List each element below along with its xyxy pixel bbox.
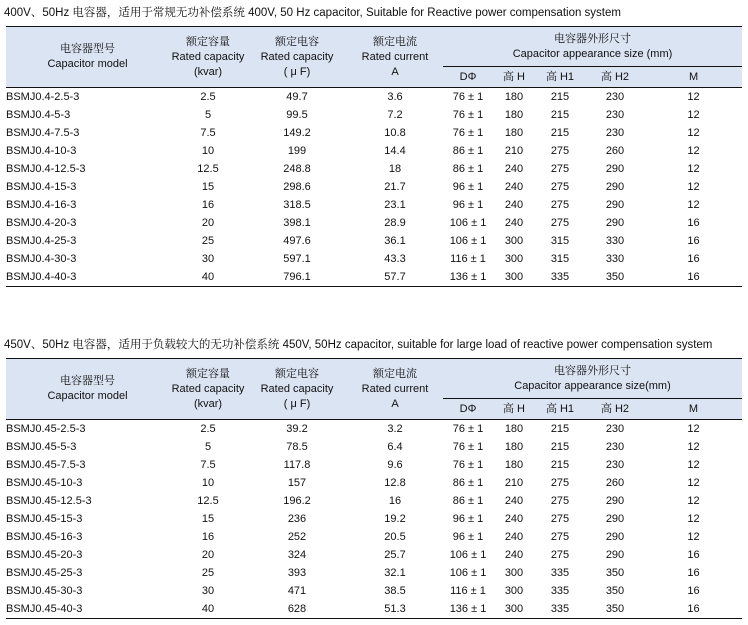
value-cell: 76 ± 1: [443, 88, 493, 107]
value-cell: 230: [605, 459, 625, 471]
table-header: [6, 359, 742, 420]
table-body: [6, 420, 742, 619]
header-dimension-diameter: DΦ: [443, 67, 493, 88]
value-cell: 28.9: [384, 217, 406, 229]
value-cell: 196.2: [283, 495, 311, 507]
table-row: [6, 456, 742, 474]
value-cell: 230: [585, 420, 645, 439]
value-cell: 12.5: [197, 495, 219, 507]
value-cell: 20: [201, 217, 215, 229]
capacitor-spec-table: [6, 358, 742, 619]
value-cell: 240: [504, 217, 524, 229]
value-cell: 230: [585, 88, 645, 107]
value-cell: 300: [504, 567, 524, 579]
model-cell: BSMJ0.4-20-3: [6, 217, 77, 229]
value-cell: 210: [504, 145, 524, 157]
value-cell: 275: [550, 531, 570, 543]
header-rated-current: [347, 359, 443, 420]
value-cell: 350: [585, 600, 645, 619]
value-cell: 215: [550, 109, 570, 121]
header-dimension-height-h1: 高 H1: [535, 399, 585, 420]
value-cell: 12: [687, 109, 700, 121]
value-cell: 12: [687, 513, 700, 525]
header-capacitor-model-line: 电容器型号: [60, 43, 115, 55]
value-cell: 76 ± 1: [452, 127, 484, 139]
value-cell: 16: [687, 549, 700, 561]
value-cell: 86 ± 1: [452, 163, 484, 175]
table-row: [6, 142, 742, 160]
value-cell: 7.2: [387, 109, 403, 121]
model-cell: BSMJ0.45-7.5-3: [6, 459, 86, 471]
table-row: [6, 124, 742, 142]
value-cell: 290: [605, 495, 625, 507]
value-cell: 335: [535, 600, 585, 619]
model-cell: BSMJ0.45-10-3: [6, 477, 83, 489]
value-cell: 240: [504, 531, 524, 543]
table-row: [6, 492, 742, 510]
value-cell: 324: [287, 549, 307, 561]
value-cell: 40: [169, 600, 247, 619]
value-cell: 335: [550, 567, 570, 579]
value-cell: 86 ± 1: [452, 145, 484, 157]
table-row: [6, 178, 742, 196]
value-cell: 106 ± 1: [449, 567, 487, 579]
header-rated-current: [347, 27, 443, 88]
header-capacitance-line: ( μ F): [283, 397, 311, 410]
value-cell: 300: [493, 268, 535, 287]
value-cell: 16: [687, 585, 700, 597]
value-cell: 157: [287, 477, 307, 489]
value-cell: 9.6: [387, 459, 403, 471]
value-cell: 12: [687, 199, 700, 211]
value-cell: 12: [687, 531, 700, 543]
value-cell: 290: [605, 513, 625, 525]
value-cell: 149.2: [283, 127, 311, 139]
table-row: [6, 88, 742, 107]
value-cell: 10.8: [384, 127, 406, 139]
header-capacitor-model: [6, 359, 169, 420]
table-row: [6, 474, 742, 492]
value-cell: 43.3: [384, 253, 406, 265]
header-capacitance-line: 额定电容: [275, 367, 319, 380]
value-cell: 96 ± 1: [452, 513, 484, 525]
value-cell: 315: [550, 253, 570, 265]
header-dimension-thread-m: M: [645, 67, 742, 88]
header-dimensions-line: Capacitor appearance size(mm): [514, 379, 671, 392]
value-cell: 12: [687, 495, 700, 507]
table-row: [6, 106, 742, 124]
value-cell: 36.1: [384, 235, 406, 247]
value-cell: 335: [550, 585, 570, 597]
header-rated-capacity-line: Rated capacity: [171, 50, 245, 63]
value-cell: 240: [504, 549, 524, 561]
value-cell: 25: [201, 567, 215, 579]
value-cell: 12: [687, 145, 700, 157]
table-row: [6, 232, 742, 250]
model-cell: BSMJ0.45-12.5-3: [6, 495, 92, 507]
value-cell: 5: [204, 441, 212, 453]
value-cell: 275: [550, 199, 570, 211]
value-cell: 16: [687, 253, 700, 265]
header-dimension-height-h2: 高 H2: [585, 399, 645, 420]
value-cell: 215: [535, 420, 585, 439]
value-cell: 240: [504, 181, 524, 193]
value-cell: 300: [493, 600, 535, 619]
value-cell: 230: [605, 441, 625, 453]
value-cell: 12.8: [384, 477, 406, 489]
value-cell: 796.1: [247, 268, 347, 287]
value-cell: 10: [201, 477, 215, 489]
value-cell: 20.5: [384, 531, 406, 543]
value-cell: 23.1: [384, 199, 406, 211]
model-cell: BSMJ0.4-10-3: [6, 145, 77, 157]
model-cell: BSMJ0.4-40-3: [6, 268, 169, 287]
header-dimensions-line: 电容器外形尺寸: [554, 32, 632, 45]
section-title: 400V、50Hz 电容器，适用于常规无功补偿系统 400V, 50 Hz capacitor, Suitable for Reactive power compensation system: [4, 7, 621, 19]
value-cell: 16: [201, 531, 215, 543]
header-rated-capacity-line: (kvar): [193, 65, 223, 78]
value-cell: 230: [605, 127, 625, 139]
value-cell: 6.4: [387, 441, 403, 453]
value-cell: 12: [687, 441, 700, 453]
value-cell: 96 ± 1: [452, 199, 484, 211]
header-dimension-thread-m: M: [645, 399, 742, 420]
table-row: [6, 564, 742, 582]
header-rated-current-line: A: [391, 65, 399, 78]
value-cell: 275: [550, 163, 570, 175]
value-cell: 86 ± 1: [452, 495, 484, 507]
value-cell: 275: [550, 549, 570, 561]
value-cell: 40: [169, 268, 247, 287]
header-rated-current-line: 额定电流: [373, 35, 417, 48]
value-cell: 248.8: [283, 163, 311, 175]
value-cell: 3.2: [347, 420, 443, 439]
value-cell: 16: [687, 217, 700, 229]
value-cell: 180: [493, 88, 535, 107]
value-cell: 16: [645, 268, 742, 287]
value-cell: 275: [550, 181, 570, 193]
header-rated-capacity-line: Rated capacity: [171, 382, 245, 395]
header-capacitance-line: ( μ F): [283, 65, 311, 78]
header-rated-capacity-line: 额定容量: [186, 367, 230, 380]
value-cell: 210: [504, 477, 524, 489]
model-cell: BSMJ0.4-12.5-3: [6, 163, 86, 175]
value-cell: 15: [201, 181, 215, 193]
table-row: [6, 528, 742, 546]
value-cell: 16: [388, 495, 402, 507]
header-rated-current-line: 额定电流: [373, 367, 417, 380]
value-cell: 18: [388, 163, 402, 175]
model-cell: BSMJ0.45-30-3: [6, 585, 83, 597]
header-rated-current-line: Rated current: [361, 50, 429, 63]
header-capacitor-model-line: Capacitor model: [47, 58, 128, 70]
model-cell: BSMJ0.4-15-3: [6, 181, 77, 193]
value-cell: 76 ± 1: [452, 459, 484, 471]
header-capacitance: [247, 359, 347, 420]
value-cell: 12: [645, 420, 742, 439]
model-cell: BSMJ0.45-40-3: [6, 600, 169, 619]
value-cell: 300: [504, 235, 524, 247]
table-row: [6, 546, 742, 564]
model-cell: BSMJ0.4-25-3: [6, 235, 77, 247]
value-cell: 32.1: [384, 567, 406, 579]
model-cell: BSMJ0.45-15-3: [6, 513, 83, 525]
value-cell: 240: [504, 199, 524, 211]
value-cell: 236: [287, 513, 307, 525]
value-cell: 260: [605, 477, 625, 489]
table-row: [6, 420, 742, 439]
value-cell: 12: [687, 477, 700, 489]
table-header: [6, 27, 742, 88]
value-cell: 30: [201, 253, 215, 265]
value-cell: 300: [504, 253, 524, 265]
value-cell: 290: [605, 163, 625, 175]
value-cell: 3.6: [347, 88, 443, 107]
model-cell: BSMJ0.45-16-3: [6, 531, 83, 543]
value-cell: 350: [605, 567, 625, 579]
value-cell: 471: [287, 585, 307, 597]
header-rated-capacity-line: 额定容量: [186, 35, 230, 48]
value-cell: 51.3: [347, 600, 443, 619]
value-cell: 335: [535, 268, 585, 287]
value-cell: 330: [605, 253, 625, 265]
model-cell: BSMJ0.4-2.5-3: [6, 88, 169, 107]
value-cell: 180: [504, 441, 524, 453]
value-cell: 136 ± 1: [443, 600, 493, 619]
value-cell: 12: [687, 127, 700, 139]
value-cell: 315: [550, 235, 570, 247]
value-cell: 49.7: [247, 88, 347, 107]
capacitor-spec-table: [6, 26, 742, 287]
table-row: [6, 600, 742, 619]
value-cell: 106 ± 1: [449, 549, 487, 561]
value-cell: 240: [504, 163, 524, 175]
value-cell: 76 ± 1: [443, 420, 493, 439]
header-capacitance-line: Rated capacity: [260, 50, 334, 63]
value-cell: 57.7: [347, 268, 443, 287]
value-cell: 275: [550, 217, 570, 229]
value-cell: 300: [504, 585, 524, 597]
header-dimension-height-h2: 高 H2: [585, 67, 645, 88]
value-cell: 290: [605, 199, 625, 211]
header-rated-capacity: [169, 27, 247, 88]
header-capacitor-model-line: Capacitor model: [47, 390, 128, 402]
header-rated-current-line: A: [391, 397, 399, 410]
table-row: [6, 438, 742, 456]
header-dimension-diameter: DΦ: [443, 399, 493, 420]
value-cell: 199: [287, 145, 307, 157]
table-row: [6, 268, 742, 287]
value-cell: 116 ± 1: [450, 585, 486, 597]
header-capacitance: [247, 27, 347, 88]
value-cell: 290: [605, 181, 625, 193]
value-cell: 12: [687, 459, 700, 471]
value-cell: 38.5: [384, 585, 406, 597]
model-cell: BSMJ0.45-5-3: [6, 441, 77, 453]
value-cell: 275: [550, 495, 570, 507]
table-row: [6, 196, 742, 214]
value-cell: 180: [504, 109, 524, 121]
value-cell: 7.5: [200, 127, 216, 139]
value-cell: 240: [504, 513, 524, 525]
value-cell: 180: [504, 127, 524, 139]
value-cell: 240: [504, 495, 524, 507]
table-row: [6, 250, 742, 268]
value-cell: 39.2: [247, 420, 347, 439]
model-cell: BSMJ0.4-30-3: [6, 253, 77, 265]
value-cell: 19.2: [384, 513, 406, 525]
value-cell: 2.5: [169, 88, 247, 107]
value-cell: 76 ± 1: [452, 441, 484, 453]
value-cell: 25: [201, 235, 215, 247]
value-cell: 252: [287, 531, 307, 543]
value-cell: 290: [605, 549, 625, 561]
header-dimension-height-h: 高 H: [493, 67, 535, 88]
value-cell: 497.6: [283, 235, 311, 247]
value-cell: 330: [605, 235, 625, 247]
value-cell: 215: [550, 441, 570, 453]
model-cell: BSMJ0.4-7.5-3: [6, 127, 80, 139]
table-row: [6, 582, 742, 600]
value-cell: 215: [550, 459, 570, 471]
value-cell: 12.5: [197, 163, 219, 175]
value-cell: 96 ± 1: [452, 181, 484, 193]
value-cell: 21.7: [384, 181, 406, 193]
model-cell: BSMJ0.45-2.5-3: [6, 420, 169, 439]
value-cell: 628: [247, 600, 347, 619]
table-body: [6, 88, 742, 287]
value-cell: 16: [201, 199, 215, 211]
value-cell: 20: [201, 549, 215, 561]
value-cell: 12: [687, 181, 700, 193]
value-cell: 136 ± 1: [443, 268, 493, 287]
value-cell: 275: [550, 513, 570, 525]
value-cell: 275: [550, 145, 570, 157]
value-cell: 16: [687, 235, 700, 247]
value-cell: 106 ± 1: [449, 235, 487, 247]
value-cell: 290: [605, 217, 625, 229]
header-capacitor-model: [6, 27, 169, 88]
header-dimension-height-h: 高 H: [493, 399, 535, 420]
value-cell: 350: [585, 268, 645, 287]
value-cell: 230: [605, 109, 625, 121]
model-cell: BSMJ0.4-5-3: [6, 109, 71, 121]
value-cell: 106 ± 1: [449, 217, 487, 229]
value-cell: 12: [645, 88, 742, 107]
header-dimensions: [443, 27, 742, 67]
header-dimensions: [443, 359, 742, 399]
value-cell: 318.5: [283, 199, 311, 211]
value-cell: 10: [201, 145, 215, 157]
value-cell: 116 ± 1: [450, 253, 486, 265]
value-cell: 12: [687, 163, 700, 175]
model-cell: BSMJ0.45-20-3: [6, 549, 83, 561]
value-cell: 14.4: [384, 145, 406, 157]
value-cell: 597.1: [283, 253, 311, 265]
header-capacitance-line: Rated capacity: [260, 382, 334, 395]
value-cell: 7.5: [200, 459, 216, 471]
value-cell: 215: [550, 127, 570, 139]
section-title: 450V、50Hz 电容器，适用于负载较大的无功补偿系统 450V, 50Hz capacitor, suitable for large load of reactive power compensation system: [4, 339, 713, 351]
header-rated-current-line: Rated current: [361, 382, 429, 395]
value-cell: 393: [287, 567, 307, 579]
header-dimensions-line: Capacitor appearance size (mm): [512, 47, 673, 60]
value-cell: 25.7: [384, 549, 406, 561]
value-cell: 298.6: [283, 181, 311, 193]
table-row: [6, 510, 742, 528]
header-capacitance-line: 额定电容: [275, 35, 319, 48]
header-dimensions-line: 电容器外形尺寸: [554, 364, 632, 377]
header-dimension-height-h1: 高 H1: [535, 67, 585, 88]
value-cell: 76 ± 1: [452, 109, 484, 121]
header-capacitor-model-line: 电容器型号: [60, 375, 115, 387]
value-cell: 260: [605, 145, 625, 157]
value-cell: 117.8: [283, 459, 311, 471]
value-cell: 15: [201, 513, 215, 525]
model-cell: BSMJ0.4-16-3: [6, 199, 77, 211]
value-cell: 350: [605, 585, 625, 597]
value-cell: 215: [535, 88, 585, 107]
header-rated-capacity-line: (kvar): [193, 397, 223, 410]
value-cell: 99.5: [286, 109, 308, 121]
value-cell: 398.1: [283, 217, 311, 229]
value-cell: 86 ± 1: [452, 477, 484, 489]
header-rated-capacity: [169, 359, 247, 420]
value-cell: 275: [550, 477, 570, 489]
value-cell: 180: [504, 459, 524, 471]
value-cell: 16: [645, 600, 742, 619]
value-cell: 16: [687, 567, 700, 579]
value-cell: 180: [493, 420, 535, 439]
table-row: [6, 214, 742, 232]
value-cell: 290: [605, 531, 625, 543]
value-cell: 5: [204, 109, 212, 121]
value-cell: 96 ± 1: [452, 531, 484, 543]
model-cell: BSMJ0.45-25-3: [6, 567, 83, 579]
table-row: [6, 160, 742, 178]
value-cell: 30: [201, 585, 215, 597]
value-cell: 2.5: [169, 420, 247, 439]
value-cell: 78.5: [286, 441, 308, 453]
